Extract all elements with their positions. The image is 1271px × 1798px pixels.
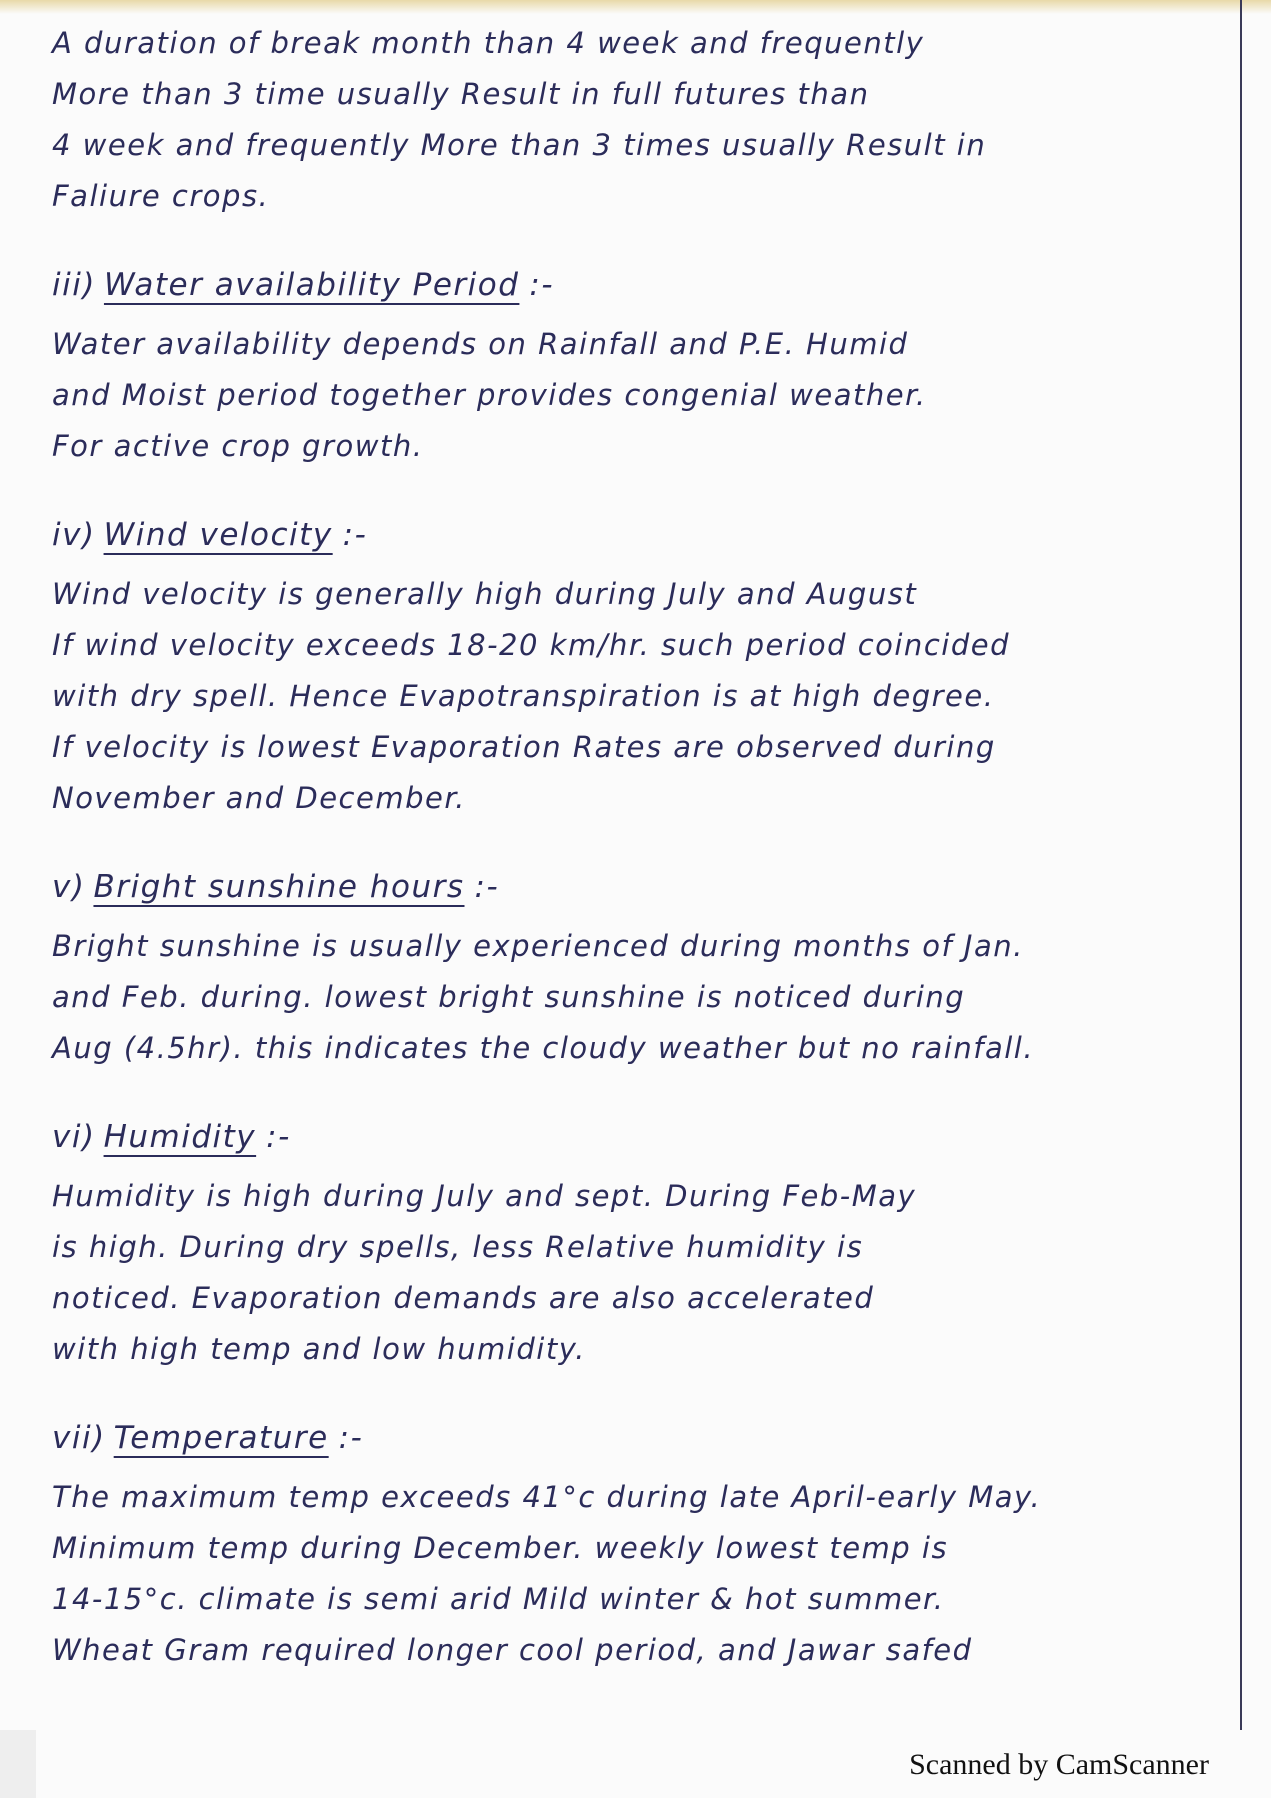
body-line: For active crop growth.: [52, 429, 424, 463]
page-corner-shadow: [0, 1730, 36, 1798]
body-line: is high. During dry spells, less Relative humidity is: [52, 1230, 864, 1264]
section-heading-humidity: [52, 1112, 1232, 1163]
right-margin-line: [1240, 0, 1242, 1730]
section-colon: :-: [474, 869, 500, 905]
intro-line: 4 week and frequently More than 3 times usually Result in: [52, 128, 987, 162]
section-heading-water-availability: [52, 260, 1232, 311]
section-heading-bright-sunshine: [52, 862, 1232, 913]
body-line: The maximum temp exceeds 41°c during late April-early May.: [52, 1480, 1042, 1514]
body-line: If velocity is lowest Evaporation Rates are observed during: [52, 730, 996, 764]
body-line: If wind velocity exceeds 18-20 km/hr. such period coincided: [52, 628, 1010, 662]
section-number: v): [52, 869, 86, 905]
body-line: Wheat Gram required longer cool period, and Jawar safed: [52, 1633, 973, 1667]
body-line: November and December.: [52, 781, 466, 815]
section-title: Water availability Period: [103, 267, 520, 303]
section-title: Humidity: [103, 1119, 257, 1155]
body-line: with high temp and low humidity.: [52, 1332, 586, 1366]
intro-line: Faliure crops.: [52, 179, 270, 213]
body-line: with dry spell. Hence Evapotranspiration is at high degree.: [52, 679, 995, 713]
section-colon: :-: [342, 517, 368, 553]
page-top-edge: [0, 0, 1271, 14]
section-number: vii): [52, 1420, 106, 1456]
section-colon: :-: [266, 1119, 291, 1155]
section-body-bright-sunshine: [52, 921, 1232, 1074]
intro-paragraph: [52, 18, 1232, 222]
intro-line: More than 3 time usually Result in full futures than: [52, 77, 870, 111]
body-line: 14-15°c. climate is semi arid Mild winter & hot summer.: [52, 1582, 945, 1616]
body-line: Minimum temp during December. weekly lowest temp is: [52, 1531, 949, 1565]
body-line: Humidity is high during July and sept. During Feb-May: [52, 1179, 917, 1213]
section-colon: :-: [529, 267, 555, 303]
body-line: Aug (4.5hr). this indicates the cloudy weather but no rainfall.: [52, 1031, 1035, 1065]
section-title: Temperature: [113, 1420, 329, 1456]
section-number: iii): [52, 267, 96, 303]
body-line: Water availability depends on Rainfall and P.E. Humid: [52, 327, 909, 361]
body-line: noticed. Evaporation demands are also accelerated: [52, 1281, 875, 1315]
section-heading-temperature: [52, 1413, 1232, 1464]
intro-line: A duration of break month than 4 week and frequently: [52, 26, 925, 60]
section-body-humidity: [52, 1171, 1232, 1375]
section-body-wind-velocity: [52, 569, 1232, 824]
body-line: Wind velocity is generally high during July and August: [52, 577, 918, 611]
section-title: Bright sunshine hours: [93, 869, 465, 905]
section-colon: :-: [338, 1420, 364, 1456]
section-body-water-availability: [52, 319, 1232, 472]
section-number: iv): [52, 517, 96, 553]
body-line: Bright sunshine is usually experienced during months of Jan.: [52, 929, 1024, 963]
body-line: and Moist period together provides congenial weather.: [52, 378, 927, 412]
section-body-temperature: [52, 1472, 1232, 1676]
section-title: Wind velocity: [103, 517, 333, 553]
handwritten-notes: [52, 18, 1232, 1676]
scanner-watermark: Scanned by CamScanner: [909, 1748, 1209, 1781]
section-number: vi): [52, 1119, 96, 1155]
body-line: and Feb. during. lowest bright sunshine is noticed during: [52, 980, 966, 1014]
section-heading-wind-velocity: [52, 510, 1232, 561]
